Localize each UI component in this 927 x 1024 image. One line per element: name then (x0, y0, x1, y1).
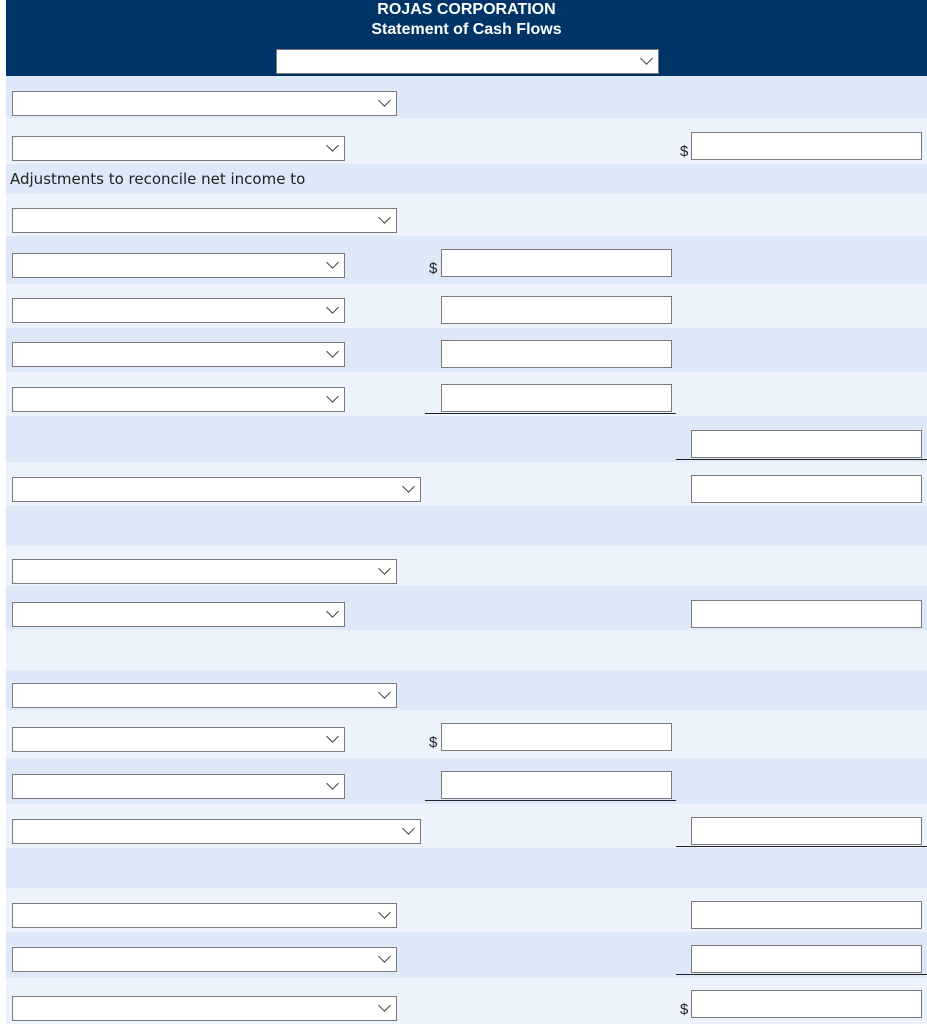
chevron-down-icon (326, 777, 339, 790)
dollar-sign: $ (429, 734, 438, 751)
dollar-sign: $ (680, 143, 689, 160)
amount-input[interactable] (691, 600, 922, 628)
chevron-down-icon (326, 345, 339, 358)
line-item-select[interactable] (12, 947, 397, 972)
amount-input[interactable] (441, 771, 672, 799)
adjustments-label: Adjustments to reconcile net income to (10, 170, 306, 188)
chevron-down-icon (378, 94, 391, 107)
row-band (6, 630, 927, 670)
amount-input[interactable] (691, 430, 922, 458)
chevron-down-icon (326, 390, 339, 403)
amount-input[interactable] (441, 249, 672, 277)
line-item-select[interactable] (12, 91, 397, 116)
line-item-select[interactable] (12, 819, 421, 844)
chevron-down-icon (378, 906, 391, 919)
company-name: ROJAS CORPORATION (377, 1, 556, 18)
subtotal-underline (676, 974, 927, 975)
line-item-select[interactable] (12, 298, 345, 323)
amount-input[interactable] (691, 475, 922, 503)
line-item-select[interactable] (12, 342, 345, 367)
period-select[interactable] (276, 49, 659, 74)
chevron-down-icon (640, 52, 653, 65)
dollar-sign: $ (680, 1001, 689, 1018)
subtotal-underline (676, 459, 927, 460)
row-band (6, 848, 927, 888)
line-item-select[interactable] (12, 208, 397, 233)
statement-header (6, 0, 927, 76)
chevron-down-icon (378, 950, 391, 963)
subtotal-underline (425, 800, 676, 801)
amount-input[interactable] (691, 132, 922, 160)
chevron-down-icon (326, 605, 339, 618)
amount-input[interactable] (691, 817, 922, 845)
subtotal-underline (425, 413, 676, 414)
line-item-select[interactable] (12, 996, 397, 1021)
chevron-down-icon (402, 480, 415, 493)
line-item-select[interactable] (12, 253, 345, 278)
chevron-down-icon (326, 256, 339, 269)
chevron-down-icon (326, 139, 339, 152)
subtotal-underline (676, 846, 927, 847)
chevron-down-icon (378, 686, 391, 699)
line-item-select[interactable] (12, 683, 397, 708)
dollar-sign: $ (429, 260, 438, 277)
line-item-select[interactable] (12, 727, 345, 752)
amount-input[interactable] (691, 990, 922, 1018)
amount-input[interactable] (441, 384, 672, 412)
chevron-down-icon (326, 301, 339, 314)
line-item-select[interactable] (12, 136, 345, 161)
row-band (6, 506, 927, 546)
chevron-down-icon (402, 822, 415, 835)
line-item-select[interactable] (12, 602, 345, 627)
statement-title: Statement of Cash Flows (371, 21, 562, 38)
amount-input[interactable] (691, 901, 922, 929)
line-item-select[interactable] (12, 774, 345, 799)
chevron-down-icon (378, 211, 391, 224)
line-item-select[interactable] (12, 559, 397, 584)
amount-input[interactable] (441, 296, 672, 324)
line-item-select[interactable] (12, 903, 397, 928)
line-item-select[interactable] (12, 387, 345, 412)
chevron-down-icon (326, 730, 339, 743)
chevron-down-icon (378, 562, 391, 575)
amount-input[interactable] (441, 723, 672, 751)
line-item-select[interactable] (12, 477, 421, 502)
chevron-down-icon (378, 999, 391, 1012)
amount-input[interactable] (441, 340, 672, 368)
amount-input[interactable] (691, 945, 922, 973)
